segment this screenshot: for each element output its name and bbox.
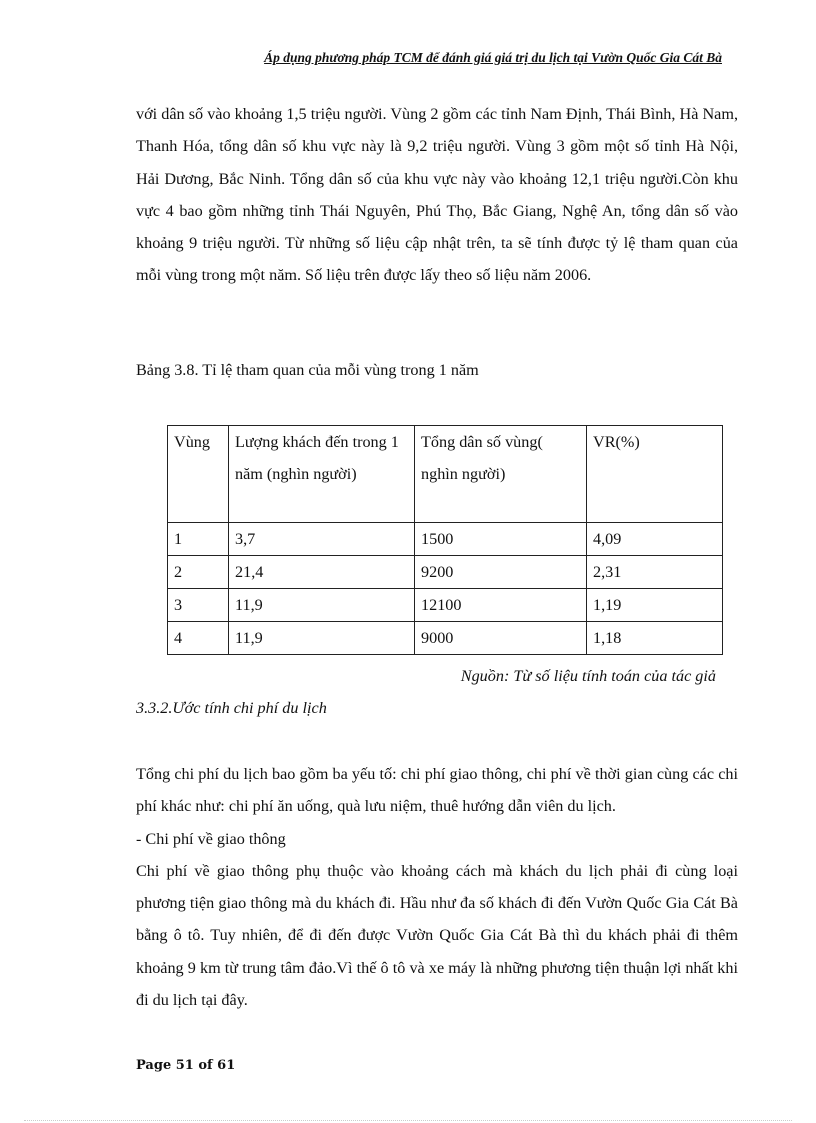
visit-rate-table — [167, 425, 723, 655]
table-row — [168, 622, 723, 655]
bullet-transport-cost: - Chi phí về giao thông — [136, 829, 286, 848]
header-cell-visitors: Lượng khách đến trong 1 năm (nghìn người) — [229, 426, 415, 523]
cell-population: 1500 — [415, 523, 587, 556]
body-text-block — [136, 758, 738, 1016]
header-cell-population: Tổng dân số vùng( nghìn người) — [415, 426, 587, 523]
header-cell-region: Vùng — [168, 426, 229, 523]
table-row — [168, 523, 723, 556]
cell-population: 9200 — [415, 556, 587, 589]
table-header-row — [168, 426, 723, 523]
cell-region: 4 — [168, 622, 229, 655]
cell-vr: 1,18 — [587, 622, 723, 655]
source-note: Nguồn: Từ số liệu tính toán của tác giả — [460, 667, 716, 685]
cell-population: 9000 — [415, 622, 587, 655]
paragraph-transport-cost: Chi phí về giao thông phụ thuộc vào khoảng cách mà khách du lịch phải đi cùng loại phương tiện giao thông mà du khách đi. Hầu như đa số khách đi đến Vườn Quốc Gia Cát Bà bằng ô tô. Tuy nhiên, để đi đến được Vườn Quốc Gia Cát Bà thì du khách phải đi thêm khoảng 9 km từ trung tâm đảo.Vì thế ô tô và xe máy là những phương tiện thuận lợi nhất khi đi du lịch tại đây. — [136, 861, 738, 1010]
page-number: Page 51 of 61 — [136, 1058, 236, 1073]
cell-vr: 2,31 — [587, 556, 723, 589]
footer-divider — [24, 1120, 792, 1121]
cell-region: 2 — [168, 556, 229, 589]
cell-region: 3 — [168, 589, 229, 622]
cell-population: 12100 — [415, 589, 587, 622]
header-cell-vr: VR(%) — [587, 426, 723, 523]
cell-visitors: 21,4 — [229, 556, 415, 589]
table-row — [168, 556, 723, 589]
paragraph-cost-components: Tổng chi phí du lịch bao gồm ba yếu tố: chi phí giao thông, chi phí về thời gian cùng các chi phí khác như: chi phí ăn uống, quà lưu niệm, thuê hướng dẫn viên du lịch. — [136, 765, 738, 816]
section-heading: 3.3.2.Ước tính chi phí du lịch — [136, 699, 327, 717]
cell-vr: 1,19 — [587, 589, 723, 622]
paragraph-population: với dân số vào khoảng 1,5 triệu người. Vùng 2 gồm các tỉnh Nam Định, Thái Bình, Hà Nam, Thanh Hóa, tổng dân số khu vực này là 9,2 triệu người. Vùng 3 gồm một số tỉnh Hà Nội, Hải Dương, Bắc Ninh. Tổng dân số của khu vực này vào khoảng 12,1 triệu người.Còn khu vực 4 bao gồm những tỉnh Thái Nguyên, Phú Thọ, Bắc Giang, Nghệ An, tổng dân số vào khoảng 9 triệu người. Từ những số liệu cập nhật trên, ta sẽ tính được tỷ lệ tham quan của mỗi vùng trong một năm. Số liệu trên được lấy theo số liệu năm 2006. — [136, 105, 738, 285]
cell-region: 1 — [168, 523, 229, 556]
cell-visitors: 3,7 — [229, 523, 415, 556]
cell-vr: 4,09 — [587, 523, 723, 556]
table-caption: Bảng 3.8. Tỉ lệ tham quan của mỗi vùng trong 1 năm — [136, 361, 479, 379]
cell-visitors: 11,9 — [229, 622, 415, 655]
running-header: Áp dụng phương pháp TCM để đánh giá giá trị du lịch tại Vườn Quốc Gia Cát Bà — [264, 50, 722, 65]
table-row — [168, 589, 723, 622]
cell-visitors: 11,9 — [229, 589, 415, 622]
